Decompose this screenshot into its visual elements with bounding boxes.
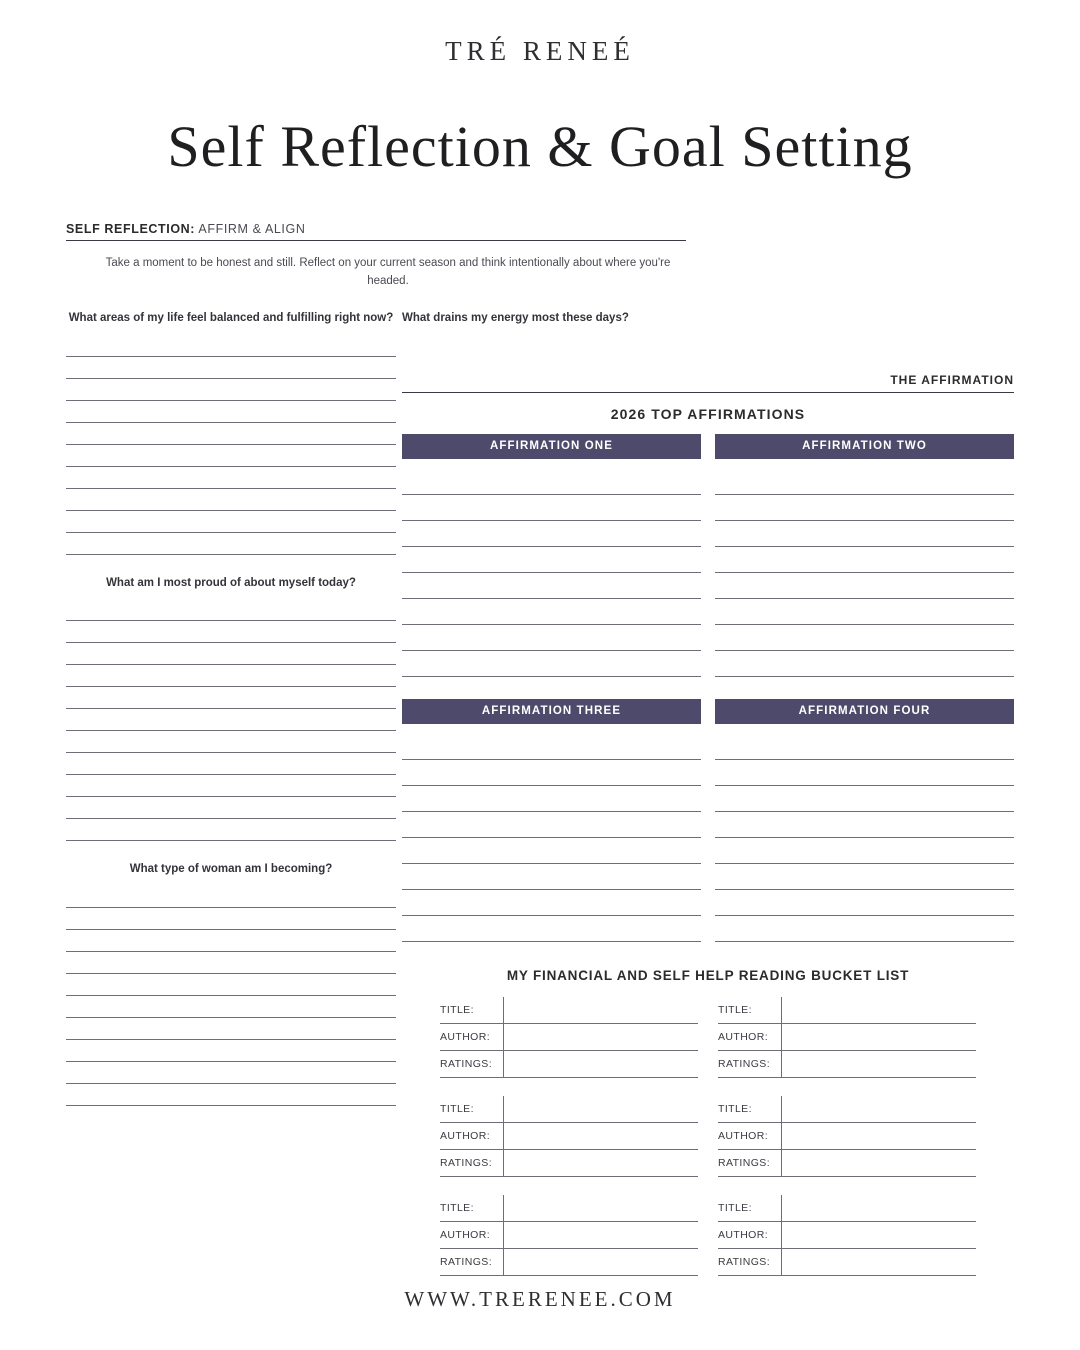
field-label: AUTHOR: (718, 1222, 782, 1248)
book-field-ratings[interactable] (440, 1051, 698, 1078)
affirmation-grid-bottom (402, 699, 1014, 942)
writing-line[interactable] (66, 445, 396, 467)
field-value[interactable] (504, 1051, 698, 1077)
writing-line[interactable] (715, 890, 1014, 916)
writing-line[interactable] (66, 930, 396, 952)
writing-line[interactable] (66, 643, 396, 665)
affirmation-corner-label: THE AFFIRMATION (890, 372, 1014, 387)
page-title: Self Reflection & Goal Setting (167, 114, 913, 179)
book-field-title[interactable] (718, 997, 976, 1024)
bucket-column-right (718, 997, 976, 1294)
book-field-ratings[interactable] (440, 1249, 698, 1276)
book-field-author[interactable] (440, 1222, 698, 1249)
bucket-list-heading: MY FINANCIAL AND SELF HELP READING BUCKET LIST (506, 967, 910, 983)
field-label: RATINGS: (440, 1249, 504, 1275)
book-field-title[interactable] (718, 1096, 976, 1123)
affirmation-card-label: AFFIRMATION TWO (715, 434, 1014, 459)
affirmation-lines[interactable] (715, 469, 1014, 677)
field-label: RATINGS: (718, 1150, 782, 1176)
writing-line[interactable] (66, 996, 396, 1018)
writing-line[interactable] (66, 1062, 396, 1084)
field-value[interactable] (782, 1150, 976, 1176)
affirmation-card-four (715, 699, 1014, 942)
field-value[interactable] (782, 1195, 976, 1221)
book-field-title[interactable] (440, 997, 698, 1024)
field-label: TITLE: (718, 1096, 782, 1122)
field-label: AUTHOR: (440, 1024, 504, 1050)
field-value[interactable] (504, 1222, 698, 1248)
section-heading-light: AFFIRM & ALIGN (195, 222, 306, 236)
writing-line[interactable] (402, 734, 701, 760)
section-intro: Take a moment to be honest and still. Reflect on your current season and think intentionally about where you're headed. (105, 257, 671, 287)
writing-line[interactable] (66, 467, 396, 489)
writing-line[interactable] (715, 760, 1014, 786)
field-value[interactable] (504, 1195, 698, 1221)
writing-line[interactable] (66, 1084, 396, 1106)
book-entry (440, 1096, 698, 1177)
writing-line[interactable] (66, 819, 396, 841)
field-label: AUTHOR: (718, 1123, 782, 1149)
field-value[interactable] (782, 1222, 976, 1248)
writing-line[interactable] (402, 521, 701, 547)
writing-line[interactable] (402, 599, 701, 625)
field-label: AUTHOR: (718, 1024, 782, 1050)
field-label: TITLE: (440, 1096, 504, 1122)
affirmation-lines[interactable] (402, 734, 701, 942)
book-field-title[interactable] (440, 1096, 698, 1123)
writing-line[interactable] (402, 625, 701, 651)
affirmation-grid-top (402, 434, 1014, 677)
book-field-author[interactable] (718, 1024, 976, 1051)
field-value[interactable] (782, 1123, 976, 1149)
prompt-block-2 (66, 575, 396, 842)
affirmation-card-label: AFFIRMATION THREE (402, 699, 701, 724)
writing-line[interactable] (66, 621, 396, 643)
writing-line[interactable] (715, 599, 1014, 625)
book-field-ratings[interactable] (718, 1051, 976, 1078)
field-label: TITLE: (440, 1195, 504, 1221)
field-value[interactable] (504, 1024, 698, 1050)
writing-line[interactable] (402, 547, 701, 573)
reflection-column (66, 222, 396, 1112)
writing-line[interactable] (715, 786, 1014, 812)
writing-line[interactable] (402, 469, 701, 495)
book-field-author[interactable] (440, 1024, 698, 1051)
writing-line[interactable] (66, 511, 396, 533)
affirmation-card-label: AFFIRMATION ONE (402, 434, 701, 459)
field-value[interactable] (504, 997, 698, 1023)
prompt-label-1: What areas of my life feel balanced and fulfilling right now? (68, 312, 394, 324)
writing-line[interactable] (715, 916, 1014, 942)
prompt-label-4: What type of woman am I becoming? (129, 863, 333, 876)
writing-line[interactable] (66, 335, 396, 357)
footer-url: WWW.TRERENEE.COM (404, 1287, 676, 1311)
affirmation-column (402, 222, 1014, 1294)
writing-line[interactable] (715, 812, 1014, 838)
book-entry (718, 997, 976, 1078)
writing-line[interactable] (402, 786, 701, 812)
writing-line[interactable] (402, 916, 701, 942)
writing-line[interactable] (715, 547, 1014, 573)
brand-name: TRÉ RENEÉ (445, 36, 635, 66)
affirmation-divider (402, 392, 1014, 393)
bucket-list-grid (402, 997, 1014, 1294)
field-value[interactable] (504, 1249, 698, 1275)
field-label: TITLE: (440, 997, 504, 1023)
writing-line[interactable] (715, 838, 1014, 864)
writing-line[interactable] (402, 495, 701, 521)
field-value[interactable] (782, 1096, 976, 1122)
writing-line[interactable] (402, 651, 701, 677)
writing-line[interactable] (715, 573, 1014, 599)
writing-line[interactable] (66, 709, 396, 731)
affirmation-lines[interactable] (402, 469, 701, 677)
writing-line[interactable] (66, 886, 396, 908)
field-label: AUTHOR: (440, 1123, 504, 1149)
book-field-title[interactable] (718, 1195, 976, 1222)
book-field-title[interactable] (440, 1195, 698, 1222)
writing-line[interactable] (715, 864, 1014, 890)
writing-lines-2[interactable] (66, 599, 396, 841)
writing-line[interactable] (66, 401, 396, 423)
field-value[interactable] (504, 1150, 698, 1176)
writing-line[interactable] (66, 731, 396, 753)
section-heading-bold: SELF REFLECTION: (66, 222, 196, 236)
writing-line[interactable] (66, 952, 396, 974)
affirmation-card-one (402, 434, 701, 677)
writing-line[interactable] (715, 469, 1014, 495)
field-value[interactable] (504, 1123, 698, 1149)
field-label: RATINGS: (440, 1150, 504, 1176)
prompt-label-2: What drains my energy most these days? (402, 312, 629, 324)
field-value[interactable] (782, 997, 976, 1023)
writing-line[interactable] (66, 908, 396, 930)
writing-line[interactable] (402, 812, 701, 838)
writing-line[interactable] (66, 753, 396, 775)
field-value[interactable] (782, 1249, 976, 1275)
book-entry (718, 1096, 976, 1177)
writing-line[interactable] (715, 625, 1014, 651)
prompt-label-3: What am I most proud of about myself today? (106, 576, 356, 589)
field-label: RATINGS: (440, 1051, 504, 1077)
writing-line[interactable] (402, 760, 701, 786)
affirmation-heading: 2026 TOP AFFIRMATIONS (610, 405, 806, 422)
affirmation-card-three (402, 699, 701, 942)
writing-line[interactable] (402, 573, 701, 599)
writing-line[interactable] (66, 974, 396, 996)
field-label: TITLE: (718, 997, 782, 1023)
writing-line[interactable] (66, 1040, 396, 1062)
writing-line[interactable] (66, 423, 396, 445)
prompt-block-3 (66, 861, 396, 1106)
prompt-block-1 (66, 310, 396, 555)
worksheet-body (66, 222, 1014, 1280)
bucket-column-left (440, 997, 698, 1294)
field-label: TITLE: (718, 1195, 782, 1221)
book-field-ratings[interactable] (440, 1150, 698, 1177)
field-value[interactable] (782, 1024, 976, 1050)
writing-line[interactable] (66, 379, 396, 401)
book-field-author[interactable] (440, 1123, 698, 1150)
affirmation-card-label: AFFIRMATION FOUR (715, 699, 1014, 724)
book-field-ratings[interactable] (718, 1150, 976, 1177)
affirmation-card-two (715, 434, 1014, 677)
writing-lines-1[interactable] (66, 335, 396, 555)
book-entry (718, 1195, 976, 1276)
field-value[interactable] (504, 1096, 698, 1122)
book-field-author[interactable] (718, 1123, 976, 1150)
writing-line[interactable] (66, 665, 396, 687)
field-value[interactable] (782, 1051, 976, 1077)
writing-line[interactable] (66, 533, 396, 555)
book-field-author[interactable] (718, 1222, 976, 1249)
writing-line[interactable] (715, 651, 1014, 677)
writing-line[interactable] (66, 687, 396, 709)
field-label: AUTHOR: (440, 1222, 504, 1248)
field-label: RATINGS: (718, 1249, 782, 1275)
writing-line[interactable] (66, 797, 396, 819)
affirmation-lines[interactable] (715, 734, 1014, 942)
writing-line[interactable] (66, 489, 396, 511)
writing-lines-3[interactable] (66, 886, 396, 1106)
writing-line[interactable] (402, 838, 701, 864)
book-field-ratings[interactable] (718, 1249, 976, 1276)
writing-line[interactable] (715, 495, 1014, 521)
writing-line[interactable] (66, 599, 396, 621)
writing-line[interactable] (66, 1018, 396, 1040)
writing-line[interactable] (66, 775, 396, 797)
writing-line[interactable] (402, 890, 701, 916)
field-label: RATINGS: (718, 1051, 782, 1077)
writing-line[interactable] (66, 357, 396, 379)
book-entry (440, 997, 698, 1078)
writing-line[interactable] (715, 734, 1014, 760)
writing-line[interactable] (402, 864, 701, 890)
writing-line[interactable] (715, 521, 1014, 547)
book-entry (440, 1195, 698, 1276)
